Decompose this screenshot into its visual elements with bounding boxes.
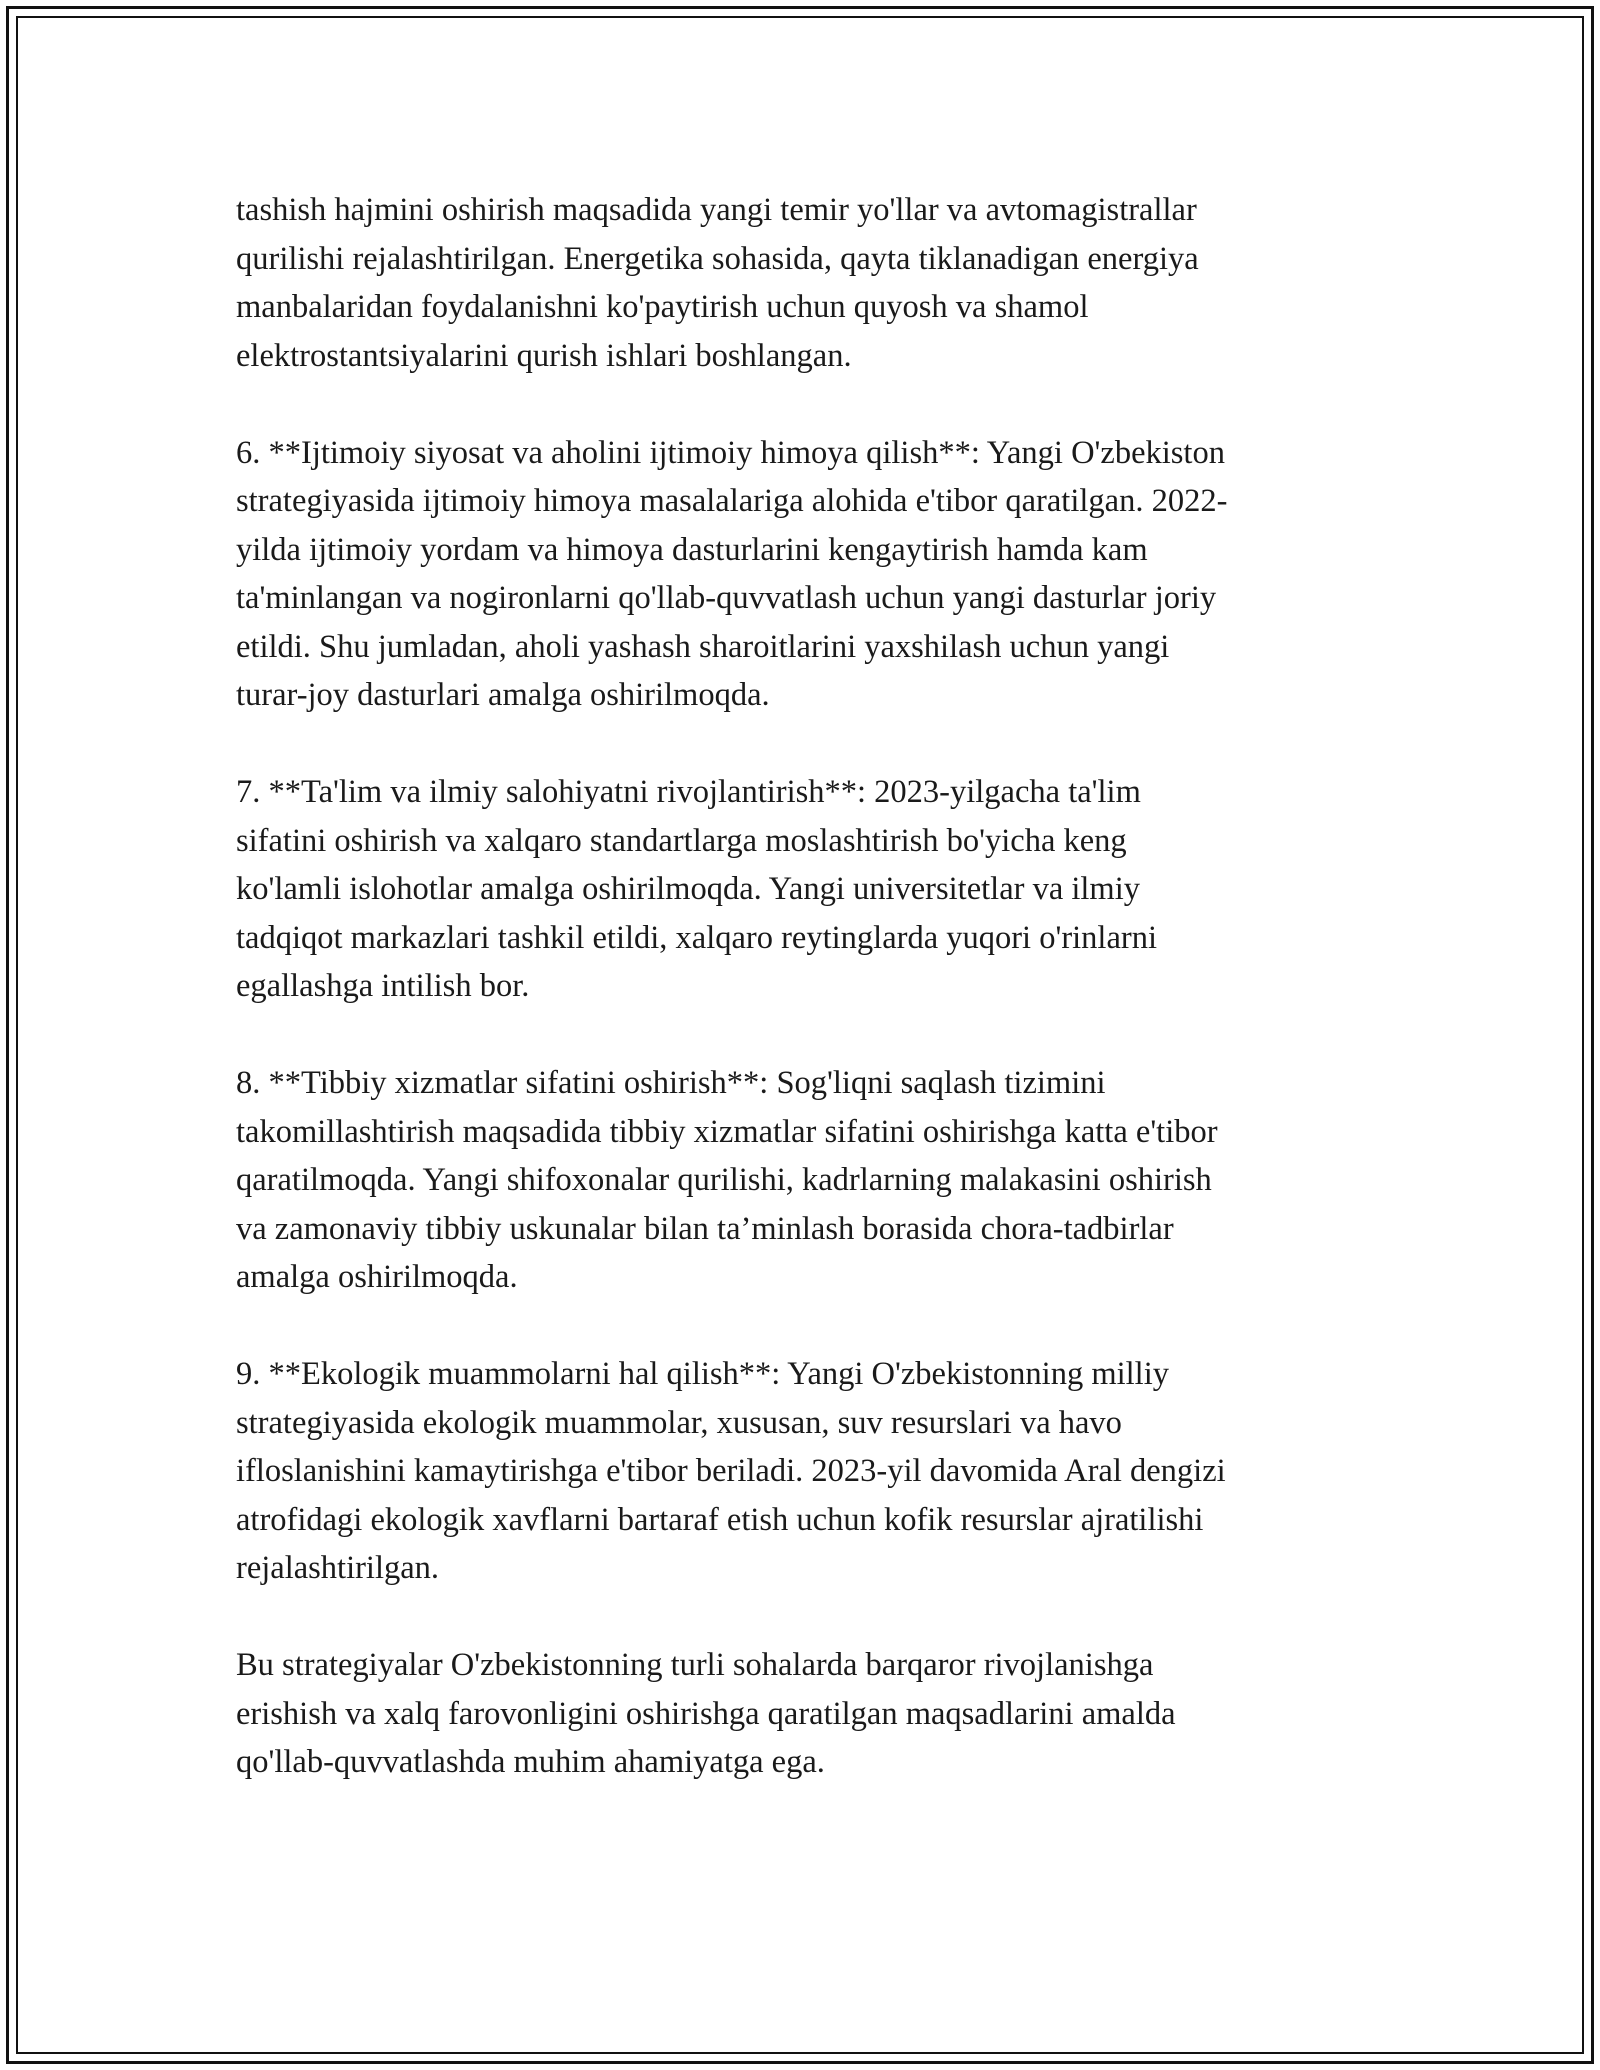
text-line: qaratilmoqda. Yangi shifoxonalar qurilishi, kadrlarning malakasini oshirish (236, 1162, 1212, 1198)
paragraph-social-policy (236, 429, 1376, 720)
text-line: strategiyasida ijtimoiy himoya masalalariga alohida e'tibor qaratilgan. 2022- (236, 483, 1228, 519)
text-line: turar-joy dasturlari amalga oshirilmoqda. (236, 677, 770, 713)
text-line: manbalaridan foydalanishni ko'paytirish uchun quyosh va shamol (236, 289, 1089, 325)
text-line: 7. **Ta'lim va ilmiy salohiyatni rivojlantirish**: 2023-yilgacha ta'lim (236, 774, 1141, 810)
text-line: takomillashtirish maqsadida tibbiy xizmatlar sifatini oshirishga katta e'tibor (236, 1113, 1218, 1150)
text-line: elektrostantsiyalarini qurish ishlari boshlangan. (236, 337, 852, 374)
paragraph-conclusion (236, 1641, 1376, 1787)
text-line: ko'lamli islohotlar amalga oshirilmoqda. Yangi universitetlar va ilmiy (236, 871, 1140, 907)
text-line: amalga oshirilmoqda. (236, 1259, 518, 1295)
text-line: yilda ijtimoiy yordam va himoya dasturlarini kengaytirish hamda kam (236, 531, 1148, 568)
text-line: egallashga intilish bor. (236, 968, 530, 1004)
text-line: tadqiqot markazlari tashkil etildi, xalqaro reytinglarda yuqori o'rinlarni (236, 919, 1157, 956)
text-line: 8. **Tibbiy xizmatlar sifatini oshirish**: Sog'liqni saqlash tizimini (236, 1065, 1106, 1101)
document-body (236, 186, 1376, 1835)
paragraph-transport-energy (236, 186, 1376, 380)
text-line: strategiyasida ekologik muammolar, xususan, suv resurslari va havo (236, 1404, 1122, 1441)
text-line: ta'minlangan va nogironlarni qo'llab-quvvatlash uchun yangi dasturlar joriy (236, 580, 1217, 616)
text-line: qo'llab-quvvatlashda muhim ahamiyatga ega. (236, 1744, 825, 1780)
paragraph-healthcare (236, 1059, 1376, 1302)
text-line: erishish va xalq farovonligini oshirishga qaratilgan maqsadlarini amalda (236, 1695, 1176, 1732)
text-line: Bu strategiyalar O'zbekistonning turli sohalarda barqaror rivojlanishga (236, 1647, 1154, 1683)
text-line: 9. **Ekologik muammolarni hal qilish**: Yangi O'zbekistonning milliy (236, 1356, 1169, 1392)
text-line: 6. **Ijtimoiy siyosat va aholini ijtimoiy himoya qilish**: Yangi O'zbekiston (236, 434, 1225, 471)
text-line: ifloslanishini kamaytirishga e'tibor beriladi. 2023-yil davomida Aral dengizi (236, 1453, 1226, 1489)
text-line: etildi. Shu jumladan, aholi yashash sharoitlarini yaxshilash uchun yangi (236, 628, 1170, 665)
text-line: va zamonaviy tibbiy uskunalar bilan ta’minlash borasida chora-tadbirlar (236, 1210, 1174, 1247)
paragraph-ecology (236, 1350, 1376, 1593)
text-line: qurilishi rejalashtirilgan. Energetika sohasida, qayta tiklanadigan energiya (236, 240, 1199, 277)
text-line: tashish hajmini oshirish maqsadida yangi temir yo'llar va avtomagistrallar (236, 192, 1197, 228)
text-line: sifatini oshirish va xalqaro standartlarga moslashtirish bo'yicha keng (236, 822, 1127, 859)
text-line: atrofidagi ekologik xavflarni bartaraf etish uchun kofik resurslar ajratilishi (236, 1501, 1204, 1538)
text-line: rejalashtirilgan. (236, 1550, 440, 1586)
paragraph-education (236, 768, 1376, 1011)
